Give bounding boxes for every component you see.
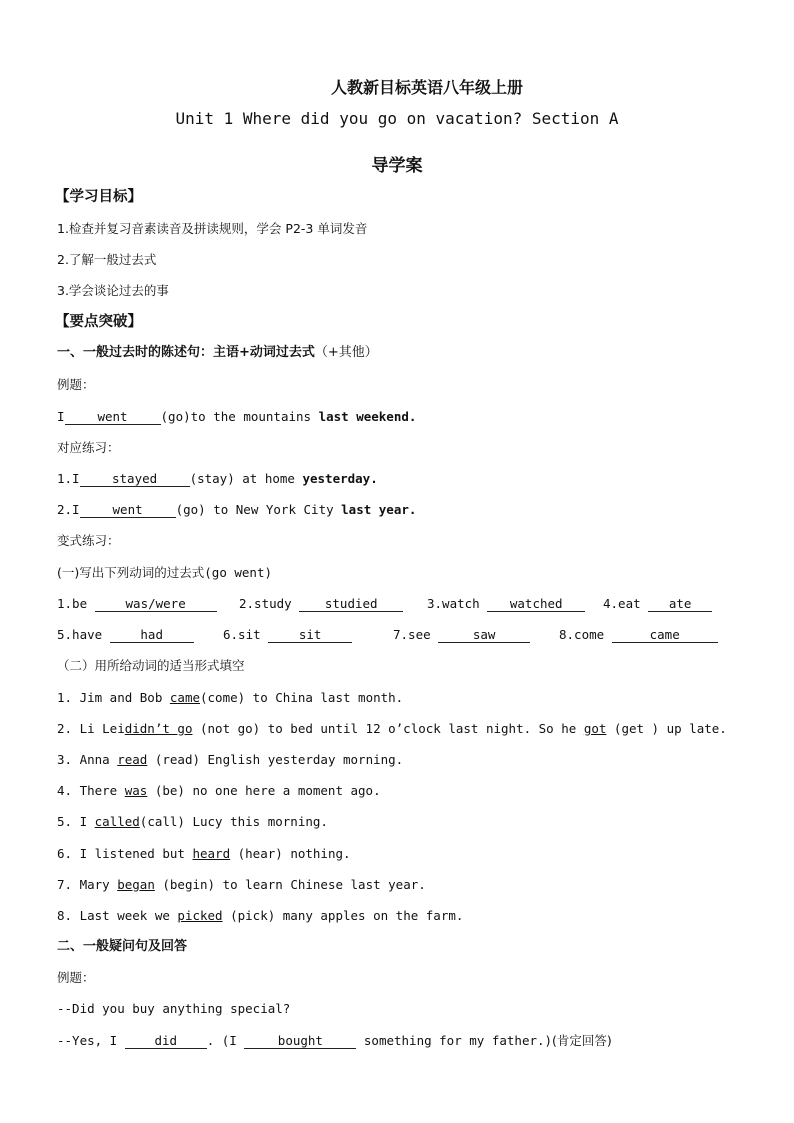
answer-text: picked xyxy=(177,908,223,923)
verb-item: 5.have had xyxy=(57,626,194,644)
time-expression: last weekend. xyxy=(318,409,417,424)
variant-label: 变式练习： xyxy=(57,533,120,548)
objective-item: 2.了解一般过去式 xyxy=(57,252,157,267)
answer-blank: stayed xyxy=(80,471,190,487)
verb-item: 6.sit sit xyxy=(223,626,352,644)
fill-item: 8. Last week we picked (pick) many apples on the farm. xyxy=(57,908,464,923)
answer-text: got xyxy=(583,721,607,736)
verb-item: 8.come came xyxy=(559,626,718,644)
sub1-heading-note: (go went) xyxy=(204,565,272,580)
document-type: 导学案 xyxy=(371,156,423,176)
sub2-heading: （二）用所给动词的适当形式填空 xyxy=(57,658,245,673)
part2-heading: 二、一般疑问句及回答 xyxy=(57,939,188,954)
example-label: 例题： xyxy=(57,377,95,392)
answer-text: read xyxy=(117,752,148,767)
sentence-text: (go)to the mountains xyxy=(160,409,319,424)
answer-blank: bought xyxy=(244,1033,356,1049)
answer-blank: saw xyxy=(438,627,530,643)
fill-item: 5. I called(call) Lucy this morning. xyxy=(57,814,328,829)
part1-heading-suffix: （+其他） xyxy=(314,345,378,360)
time-expression: yesterday. xyxy=(302,471,378,486)
verb-item: 3.watch watched xyxy=(427,595,585,613)
fill-item: 7. Mary began (begin) to learn Chinese last year. xyxy=(57,877,426,892)
sentence-prefix: I xyxy=(57,409,65,424)
answer-text: came xyxy=(169,690,200,705)
answer-blank: had xyxy=(110,627,194,643)
verb-item: 1.be was/were xyxy=(57,595,217,613)
verb-item: 2.study studied xyxy=(239,595,403,613)
practice-label: 对应练习： xyxy=(57,440,120,455)
sentence-prefix: 2.I xyxy=(57,502,80,517)
answer-blank: went xyxy=(80,502,176,518)
answer-blank: sit xyxy=(268,627,352,643)
objective-item: 1.检查并复习音素读音及拼读规则，学会 P2-3 单词发音 xyxy=(57,221,368,236)
answer-blank: ate xyxy=(648,596,712,612)
answer-blank: studied xyxy=(299,596,403,612)
answer-text: began xyxy=(117,877,155,892)
answer-text: heard xyxy=(192,846,231,861)
objectives-heading: 【学习目标】 xyxy=(55,189,142,205)
answer-blank: went xyxy=(65,409,161,425)
key-points-heading: 【要点突破】 xyxy=(55,314,142,330)
unit-subtitle: Unit 1 Where did you go on vacation? Section A xyxy=(175,109,619,128)
verb-item: 4.eat ate xyxy=(603,595,712,613)
practice-item xyxy=(57,470,754,488)
objective-item: 3.学会谈论过去的事 xyxy=(57,283,169,298)
answer-blank: watched xyxy=(487,596,585,612)
fill-item: 3. Anna read (read) English yesterday morning. xyxy=(57,752,404,767)
answer-text: didn’t go xyxy=(124,721,193,736)
sentence-text: (go) to New York City xyxy=(175,502,342,517)
verb-item: 7.see saw xyxy=(393,626,530,644)
answer-blank: was/were xyxy=(95,596,217,612)
answer-blank: came xyxy=(612,627,718,643)
answer-text: called xyxy=(94,814,140,829)
example-answer: --Yes, I did . (I bought something for my father.)(肯定回答) xyxy=(57,1033,612,1048)
fill-item: 1. Jim and Bob came(come) to China last month. xyxy=(57,690,404,705)
fill-item: 2. Li Leididn’t go (not go) to bed until 12 o’clock last night. So he got (get ) up late. xyxy=(57,721,727,736)
sub1-heading-text: (一)写出下列动词的过去式 xyxy=(57,565,205,580)
sub1-heading xyxy=(57,564,754,582)
answer-note: (肯定回答) xyxy=(552,1033,612,1048)
fill-item: 4. There was (be) no one here a moment ago. xyxy=(57,783,381,798)
document-title: 人教新目标英语八年级上册 xyxy=(330,78,523,97)
part1-heading xyxy=(57,344,754,362)
fill-item: 6. I listened but heard (hear) nothing. xyxy=(57,846,351,861)
sentence-prefix: 1.I xyxy=(57,471,80,486)
practice-item xyxy=(57,501,754,519)
part1-heading-text: 一、一般过去时的陈述句：主语+动词过去式 xyxy=(57,345,315,360)
sentence-text: (stay) at home xyxy=(189,471,303,486)
answer-text: was xyxy=(124,783,148,798)
time-expression: last year. xyxy=(341,502,417,517)
answer-blank: did xyxy=(125,1033,207,1049)
example-sentence xyxy=(57,408,754,426)
example-label: 例题： xyxy=(57,970,95,985)
example-question: --Did you buy anything special? xyxy=(57,1001,291,1016)
